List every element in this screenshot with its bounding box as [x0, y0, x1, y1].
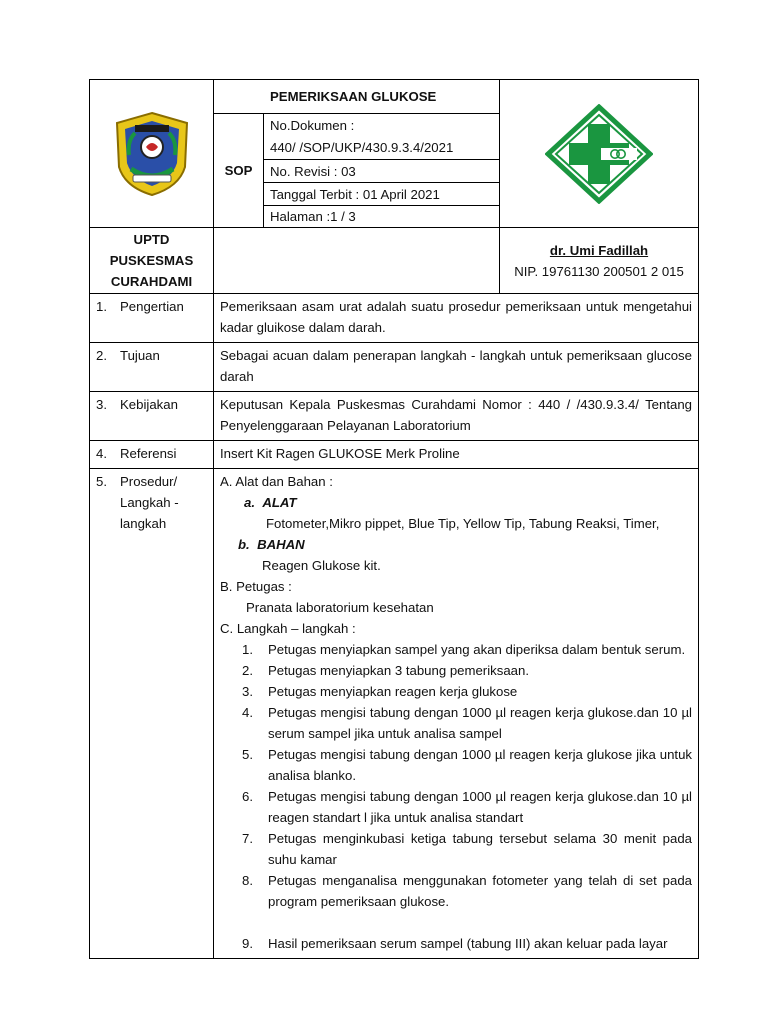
subheading-bahan: b. BAHAN — [238, 537, 305, 552]
section-row-prosedur — [90, 469, 699, 959]
content-table — [89, 293, 699, 959]
procedure-content — [214, 469, 699, 959]
doc-number-label: No.Dokumen : — [264, 114, 500, 137]
section-row-tujuan — [90, 343, 699, 392]
section-label: 2. Tujuan — [90, 343, 214, 392]
section-label: 1. Pengertian — [90, 294, 214, 343]
puskesmas-logo-icon — [545, 104, 653, 204]
header-table — [89, 79, 699, 294]
sop-label: SOP — [214, 114, 264, 228]
page-number: Halaman :1 / 3 — [264, 206, 500, 228]
section-label: 5. Prosedur/ Langkah - langkah — [90, 469, 214, 959]
bahan-text: Reagen Glukose kit. — [262, 558, 381, 573]
org-line-2: PUSKESMAS — [109, 253, 194, 268]
signature-block — [500, 228, 699, 294]
regency-emblem-icon — [111, 109, 193, 199]
section-content: Sebagai acuan dalam penerapan langkah - langkah untuk pemeriksaan glucose darah — [214, 343, 699, 392]
section-content: Insert Kit Ragen GLUKOSE Merk Proline — [214, 441, 699, 469]
document-title: PEMERIKSAAN GLUKOSE — [214, 80, 500, 114]
alat-text: Fotometer,Mikro pippet, Blue Tip, Yellow Tip, Tabung Reaksi, Timer, — [266, 516, 660, 531]
section-content: Pemeriksaan asam urat adalah suatu prosedur pemeriksaan untuk mengetahui kadar gluikose dalam darah. — [214, 294, 699, 343]
blank-signature-cell — [214, 228, 500, 294]
list-item: 1. Petugas menyiapkan sampel yang akan diperiksa dalam bentuk serum. — [242, 642, 686, 657]
steps-list — [220, 639, 692, 954]
list-item: 9. Hasil pemeriksaan serum sampel (tabung III) akan keluar pada layar — [242, 936, 668, 951]
org-line-1: UPTD — [133, 232, 170, 247]
section-content: Keputusan Kepala Puskesmas Curahdami Nomor : 440 / /430.9.3.4/ Tentang Penyelenggaraan Pelayanan Laboratorium — [214, 392, 699, 441]
heading-langkah: C. Langkah – langkah : — [220, 621, 356, 636]
issue-date: Tanggal Terbit : 01 April 2021 — [264, 183, 500, 206]
list-item: 5. Petugas mengisi tabung dengan 1000 µl reagen kerja glukose jika untuk analisa blanko. — [242, 747, 692, 783]
section-label: 3. Kebijakan — [90, 392, 214, 441]
regency-logo-cell — [90, 80, 214, 228]
org-line-3: CURAHDAMI — [110, 274, 193, 289]
sop-document — [89, 79, 698, 951]
section-row-kebijakan — [90, 392, 699, 441]
heading-petugas: B. Petugas : — [220, 579, 292, 594]
signer-nip: NIP. 19761130 200501 2 015 — [514, 263, 684, 279]
signer-name: dr. Umi Fadillah — [549, 242, 649, 258]
doc-number-value: 440/ /SOP/UKP/430.9.3.4/2021 — [264, 137, 500, 160]
puskesmas-logo-cell — [500, 80, 699, 228]
list-item: 4. Petugas mengisi tabung dengan 1000 µl reagen kerja glukose.dan 10 µl serum sampel jika untuk analisa sampel — [242, 705, 692, 741]
organization-name — [90, 228, 214, 294]
list-item: 6. Petugas mengisi tabung dengan 1000 µl reagen kerja glukose.dan 10 µl reagen standart l jika untuk analisa standart — [242, 789, 692, 825]
list-item: 7. Petugas menginkubasi ketiga tabung tersebut selama 30 menit pada suhu kamar — [242, 831, 692, 867]
section-row-pengertian — [90, 294, 699, 343]
revision-number: No. Revisi : 03 — [264, 160, 500, 183]
list-item: 8. Petugas menganalisa menggunakan fotometer yang telah di set pada program pemeriksaan glukose. — [242, 873, 692, 909]
petugas-text: Pranata laboratorium kesehatan — [246, 600, 434, 615]
section-row-referensi — [90, 441, 699, 469]
heading-alat-bahan: A. Alat dan Bahan : — [220, 474, 333, 489]
subheading-alat: a. ALAT — [244, 495, 297, 510]
list-item: 2. Petugas menyiapkan 3 tabung pemeriksaan. — [242, 663, 529, 678]
section-label: 4. Referensi — [90, 441, 214, 469]
list-item: 3. Petugas menyiapkan reagen kerja glukose — [242, 684, 518, 699]
